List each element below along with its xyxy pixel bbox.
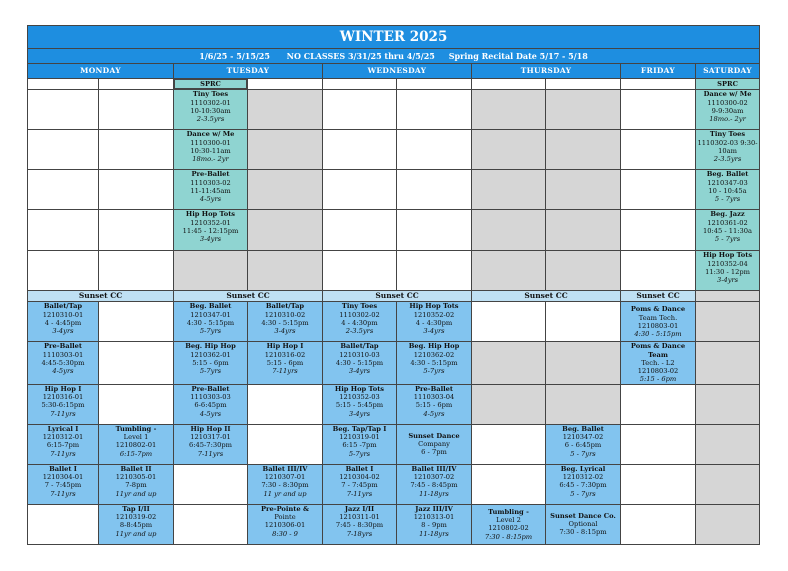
class-cell (174, 384, 248, 424)
class-name: Beg. Ballet (562, 424, 604, 433)
date-range-notice: 1/6/25 - 5/15/25 NO CLASSES 3/31/25 thru 4/5/25 Spring Recital Date 5/17 - 5/18 (28, 49, 760, 64)
class-time: 1210803-02 (637, 367, 679, 376)
class-code: 1110302-03 9:30- (697, 138, 758, 147)
class-name: Dance w/ Me (703, 90, 752, 99)
class-time: 4:45-5:30pm (41, 358, 85, 367)
class-cell (28, 342, 99, 384)
class-code: 1110302-02 (339, 310, 380, 319)
class-cell (397, 342, 472, 384)
class-time: 1210306-01 (264, 521, 306, 530)
class-age: 11yr and up (115, 529, 157, 538)
class-cell (323, 302, 397, 342)
class-cell (397, 504, 472, 544)
class-code: 1210319-01 (339, 433, 380, 442)
class-age: 4-5yrs (52, 367, 74, 376)
class-name: Hip Hop I (266, 342, 304, 351)
class-time: 10:45 - 11:30a (703, 226, 753, 235)
class-time: 6:15 -7pm (342, 441, 377, 450)
class-time: 4:30 - 5:15pm (410, 358, 458, 367)
class-name: Hip Hop Tots (409, 302, 459, 311)
class-time: 7:45 - 8:30pm (335, 521, 384, 530)
class-cell (546, 464, 621, 504)
location-label-sprc: SPRC (696, 79, 760, 90)
class-age: 5-7yrs (348, 449, 371, 458)
class-age: 4-5yrs (199, 195, 222, 204)
class-cell (621, 302, 696, 342)
class-age: 3-4yrs (274, 327, 296, 336)
class-code: 1210304-01 (42, 473, 84, 482)
class-name: Ballet I (345, 464, 374, 473)
class-cell (397, 302, 472, 342)
class-cell (174, 210, 248, 251)
class-name: Poms & Dance (630, 305, 686, 314)
class-code: 1210307-02 (413, 473, 455, 482)
class-code: 1210319-02 (115, 513, 157, 522)
class-age: 18mo.- 2yr (192, 155, 229, 164)
class-age: 2-3.5yrs (345, 327, 374, 336)
class-cell (323, 384, 397, 424)
class-code: 1210317-01 (190, 433, 231, 442)
class-name: Ballet II (120, 464, 152, 473)
class-name: Sunset Dance (408, 431, 460, 440)
class-code: 1210316-02 (264, 350, 306, 359)
class-code: Pointe (274, 513, 296, 522)
class-time: 8-8:45pm (119, 521, 153, 530)
class-code: 1210313-01 (413, 513, 455, 522)
class-cell (99, 504, 174, 544)
location-label-sunset-cc: Sunset CC (472, 291, 621, 302)
class-time: 6:45 - 7:30pm (559, 481, 607, 490)
class-name: Poms & Dance Team (630, 342, 686, 359)
class-name: Pre-Ballet (415, 384, 453, 393)
class-code: Optional (568, 520, 598, 529)
class-cell (28, 424, 99, 464)
class-age: 7-11yrs (197, 449, 224, 458)
class-time: 1210802-02 (488, 524, 529, 533)
class-code: 1210307-01 (264, 473, 306, 482)
class-name: Beg. Lyrical (560, 464, 606, 473)
class-time: 7 - 7:45pm (44, 481, 82, 490)
class-time: 10 - 10:45a (708, 186, 747, 195)
class-code: 1210304-02 (339, 473, 380, 482)
class-code: 1210347-02 (562, 433, 604, 442)
class-code: Level 1 (123, 433, 149, 442)
class-name: Ballet/Tap (340, 342, 379, 351)
class-code: 1210312-01 (42, 433, 84, 442)
class-name: Pre-Ballet (191, 384, 230, 393)
class-name: Ballet III/IV (411, 464, 457, 473)
class-name: Beg. Jazz (710, 210, 745, 219)
class-name: Ballet I (49, 464, 77, 473)
class-time: 8 - 9pm (421, 521, 447, 530)
class-cell (248, 302, 323, 342)
class-code: 1210310-03 (339, 350, 380, 359)
class-time: 10am (718, 146, 737, 155)
class-cell (28, 302, 99, 342)
class-code: 1110300-02 (707, 98, 748, 107)
class-name: Sunset Dance Co. (550, 511, 616, 520)
class-age: 7-11yrs (50, 449, 76, 458)
class-cell (696, 170, 760, 210)
class-cell (174, 130, 248, 170)
class-code: 1210362-02 (413, 350, 455, 359)
class-time: 5:30-6:15pm (41, 401, 85, 410)
class-time: 6 - 7pm (421, 448, 447, 457)
class-code: 1210316-01 (42, 393, 84, 402)
class-cell (248, 464, 323, 504)
day-header-wednesday: WEDNESDAY (323, 64, 472, 79)
class-age: 3-4yrs (199, 235, 222, 244)
class-name: Tiny Toes (192, 90, 229, 99)
class-code: Level 2 (496, 515, 521, 524)
class-code: 1210310-01 (42, 310, 84, 319)
class-time: 1210803-01 (637, 321, 679, 330)
class-cell (621, 342, 696, 384)
class-time: 11-11:45am (190, 186, 231, 195)
day-header-thursday: THURSDAY (472, 64, 621, 79)
class-cell (696, 90, 760, 130)
class-age: 7-18yrs (346, 529, 373, 538)
class-code: Tech. - L2 (641, 358, 675, 367)
class-code: 1210305-01 (115, 473, 157, 482)
class-cell (696, 210, 760, 251)
class-code: 1110303-02 (190, 178, 231, 187)
class-cell (99, 424, 174, 464)
schedule-table (27, 25, 760, 545)
class-code: Team Tech. (638, 313, 678, 322)
class-time: 5:15 - 6pm (266, 358, 304, 367)
class-name: Hip Hop Tots (185, 210, 236, 219)
class-cell (546, 424, 621, 464)
class-code: 1210352-04 (707, 259, 748, 268)
class-age: 2-3.5yrs (713, 155, 742, 164)
class-cell (174, 342, 248, 384)
class-time: 10:30-11am (190, 146, 231, 155)
class-cell (397, 464, 472, 504)
class-name: Beg. Ballet (706, 170, 749, 179)
class-cell (174, 170, 248, 210)
class-cell (248, 342, 323, 384)
class-age: 11yr and up (115, 489, 157, 498)
day-header-saturday: SATURDAY (696, 64, 760, 79)
day-header-tuesday: TUESDAY (174, 64, 323, 79)
class-age: 4:30 - 5:15pm (634, 330, 682, 339)
schedule-title: WINTER 2025 (28, 26, 760, 49)
class-age: 5 - 7yrs (570, 449, 596, 458)
class-age: 3-4yrs (348, 367, 371, 376)
class-time: 4:30 - 5:15pm (261, 318, 309, 327)
class-name: Beg. Ballet (189, 302, 232, 311)
class-code: 1210311-01 (339, 513, 380, 522)
class-time: 7 - 7:45pm (341, 481, 378, 490)
class-name: Pre-Pointe & (260, 504, 309, 513)
class-code: 1110300-01 (190, 138, 231, 147)
class-name: Beg. Hip Hop (408, 342, 460, 351)
class-code: Company (418, 440, 450, 449)
class-name: Tap I/II (122, 504, 150, 513)
class-age: 7-11yrs (346, 489, 373, 498)
class-cell (323, 342, 397, 384)
class-cell (174, 90, 248, 130)
class-code: 1210347-03 (707, 178, 748, 187)
class-cell (323, 424, 397, 464)
class-code: 1110303-04 (413, 393, 455, 402)
class-cell (174, 424, 248, 464)
class-name: Ballet III/IV (262, 464, 308, 473)
class-time: 11:30 - 12pm (705, 267, 750, 276)
class-cell (28, 384, 99, 424)
class-name: Hip Hop Tots (702, 251, 753, 260)
class-age: 5-7yrs (423, 367, 445, 376)
day-header-friday: FRIDAY (621, 64, 696, 79)
class-cell (696, 130, 760, 170)
class-code: 1210361-02 (707, 218, 748, 227)
class-age: 2-3.5yrs (196, 115, 225, 124)
class-name: Hip Hop I (44, 384, 82, 393)
class-age: 5-7yrs (199, 327, 222, 336)
class-name: Tiny Toes (709, 130, 746, 139)
class-code: 1210310-02 (264, 310, 306, 319)
class-name: Tumbling - (488, 507, 529, 516)
class-name: Ballet/Tap (43, 302, 83, 311)
location-label-sunset-cc: Sunset CC (28, 291, 174, 302)
class-name: Jazz I/II (344, 504, 375, 513)
class-time: 7-8pm (125, 481, 147, 490)
class-age: 8:30 - 9 (272, 529, 298, 538)
class-time: 5:15 - 5:45pm (335, 401, 384, 410)
class-cell (397, 384, 472, 424)
class-age: 7-11yrs (50, 409, 76, 418)
class-age: 3-4yrs (716, 276, 739, 285)
class-time: 5:15 - 6pm (415, 401, 453, 410)
class-code: 1210312-02 (562, 473, 604, 482)
location-label-sunset-cc: Sunset CC (174, 291, 323, 302)
class-time: 10-10:30am (190, 106, 231, 115)
class-time: 7:30 - 8:30pm (261, 481, 309, 490)
class-time: 4:30 - 5:15pm (186, 318, 235, 327)
class-name: Tumbling - (115, 424, 157, 433)
class-name: Hip Hop Tots (334, 384, 385, 393)
location-label-sunset-cc: Sunset CC (621, 291, 696, 302)
class-age: 3-4yrs (423, 327, 445, 336)
class-cell (174, 302, 248, 342)
class-time: 4:30 - 5:15pm (335, 358, 384, 367)
class-code: 1110303-01 (42, 350, 84, 359)
class-time: 7:45 - 8:45pm (410, 481, 458, 490)
class-code: 1210352-02 (413, 310, 455, 319)
class-name: Tiny Toes (341, 302, 378, 311)
class-cell (696, 251, 760, 291)
class-name: Pre-Ballet (191, 170, 230, 179)
class-time: 4 - 4:30pm (415, 318, 453, 327)
class-age: 3-4yrs (52, 327, 74, 336)
class-code: 1210362-01 (190, 350, 231, 359)
class-time: 5:15 - 6pm (192, 358, 229, 367)
class-name: Pre-Ballet (44, 342, 82, 351)
class-name: Beg. Hip Hop (185, 342, 236, 351)
class-code: 1210352-01 (190, 218, 231, 227)
class-age: 5 - 7yrs (714, 195, 741, 204)
class-time: 7:30 - 8:15pm (559, 528, 607, 537)
class-time: 4 - 4:45pm (44, 318, 82, 327)
class-age: 11-18yrs (419, 529, 449, 538)
class-age: 7:30 - 8:15pm (484, 532, 533, 541)
class-time: 9-9:30am (711, 106, 744, 115)
class-age: 5:15 - 6pm (639, 375, 677, 384)
location-label-sunset-cc: Sunset CC (323, 291, 472, 302)
class-cell (323, 464, 397, 504)
class-age: 4-5yrs (423, 409, 445, 418)
class-age: 5 - 7yrs (570, 489, 596, 498)
class-cell (99, 464, 174, 504)
class-code: 1210352-03 (339, 393, 380, 402)
class-code: 1110302-01 (190, 98, 231, 107)
class-name: Ballet/Tap (265, 302, 305, 311)
class-cell (397, 424, 472, 464)
location-label-sprc: SPRC (174, 79, 247, 89)
class-name: Hip Hop II (190, 424, 231, 433)
class-time: 6:15-7pm (46, 441, 80, 450)
class-cell (472, 504, 546, 544)
class-name: Beg. Tap/Tap I (332, 424, 387, 433)
class-time: 1210802-01 (115, 441, 157, 450)
class-cell (28, 464, 99, 504)
class-time: 6-6:45pm (194, 401, 227, 410)
class-name: Dance w/ Me (186, 130, 235, 139)
class-age: 4-5yrs (199, 409, 222, 418)
class-age: 11 yr and up (263, 489, 307, 498)
class-age: 18mo.- 2yr (709, 115, 746, 124)
day-header-monday: MONDAY (28, 64, 174, 79)
class-age: 5 - 7yrs (714, 235, 741, 244)
class-age: 7-11yrs (272, 367, 298, 376)
class-age: 5-7yrs (199, 367, 222, 376)
class-time: 4 - 4:30pm (341, 318, 378, 327)
class-code: 1210347-01 (190, 310, 231, 319)
class-time: 6:45-7:30pm (189, 441, 232, 450)
class-time: 6 - 6:45pm (564, 441, 602, 450)
class-code: 1110303-03 (190, 393, 231, 402)
class-cell (546, 504, 621, 544)
class-time: 11:45 - 12:15pm (182, 226, 239, 235)
class-age: 3-4yrs (348, 409, 371, 418)
class-name: Jazz III/IV (415, 504, 453, 513)
class-age: 7-11yrs (50, 489, 76, 498)
class-cell (323, 504, 397, 544)
class-age: 6:15-7pm (119, 449, 153, 458)
class-name: Lyrical I (47, 424, 79, 433)
class-age: 11-18yrs (419, 489, 449, 498)
class-cell (248, 504, 323, 544)
